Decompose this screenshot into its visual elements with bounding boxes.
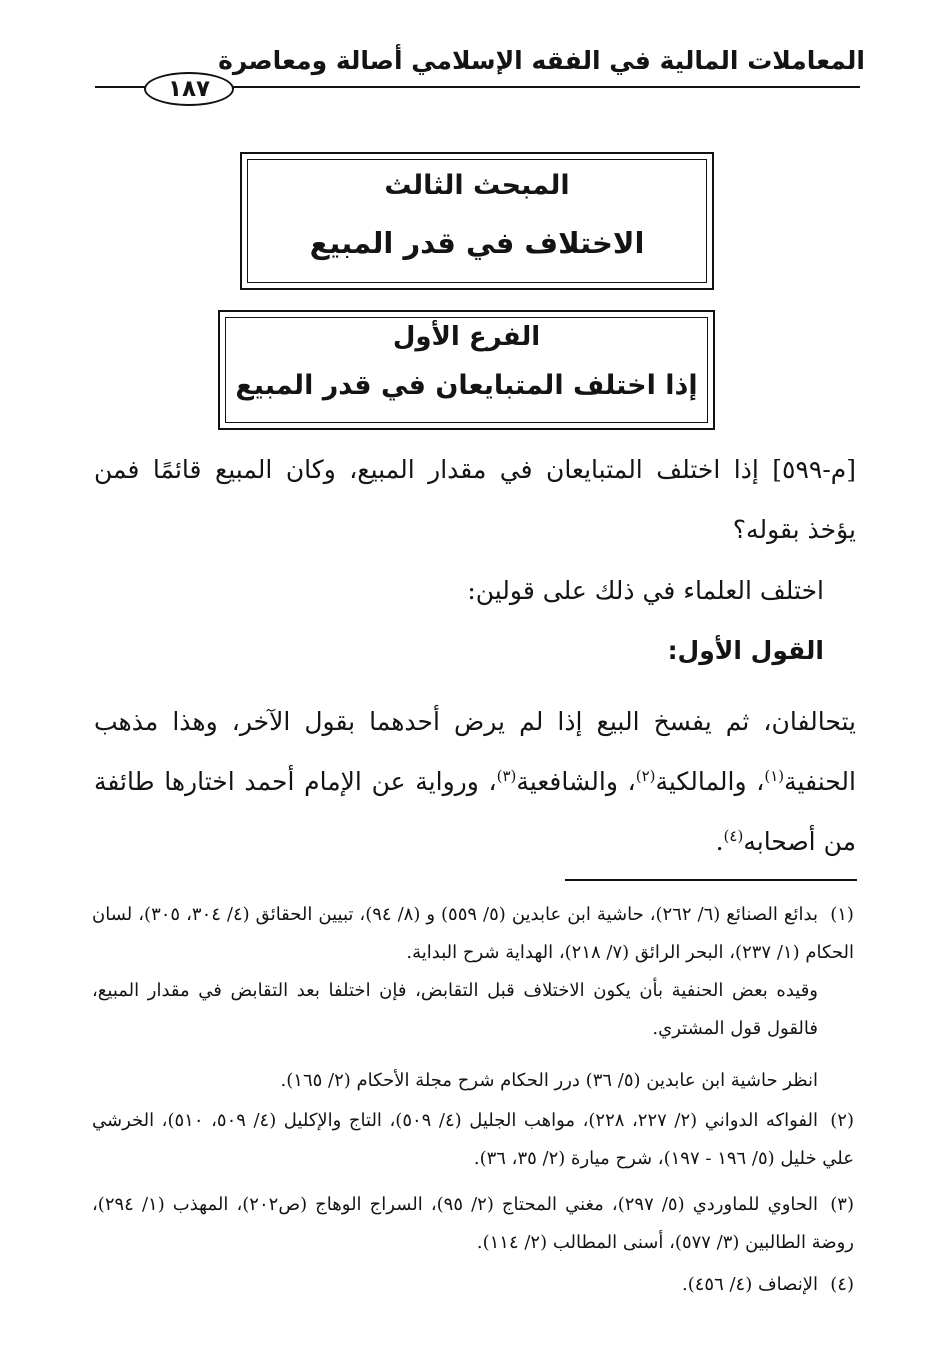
section-frame [240,152,714,290]
footnote-number: (٢) [830,1110,854,1131]
footnote-3 [92,1186,854,1262]
section-title: المبحث الثالث [384,170,570,201]
footnote-1-note: وقيده بعض الحنفية بأن يكون الاختلاف قبل التقابض، فإن اختلفا بعد التقابض في مقدار المبيع، فالقول قول المشتري. [92,980,818,1039]
footnote-marker-3[interactable]: (٣) [496,767,517,785]
footnote-separator [565,879,857,881]
opinion-text-5: . [715,827,724,856]
section-subtitle: الاختلاف في قدر المبيع [309,226,645,260]
footnote-text: الحاوي للماوردي (٥/ ٢٩٧)، مغني المحتاج (٢/ ٩٥)، السراج الوهاج (ص٢٠٢)، المهذب (١/ ٢٩٤)، روضة الطالبين (٣/ ٥٧٧)، أسنى المطالب (٢/ ١١٤). [92,1194,854,1253]
intro-line: اختلف العلماء في ذلك على قولين: [467,576,824,605]
opinion-text-4: ، ورواية عن الإمام أحمد اختارها طائفة من أصحابه [94,767,856,856]
first-opinion-heading: القول الأول: [667,636,824,665]
footnote-marker-2[interactable]: (٢) [635,767,656,785]
question-paragraph: [م-٥٩٩] إذا اختلف المتبايعان في مقدار المبيع، وكان المبيع قائمًا فمن يؤخذ بقوله؟ [94,455,856,544]
first-opinion-paragraph [94,692,856,872]
opinion-text-1: يتحالفان، ثم يفسخ البيع إذا لم يرض أحدهما بقول الآخر، وهذا مذهب الحنفية [94,707,856,796]
footnote-text: الفواكه الدواني (٢/ ٢٢٧، ٢٢٨)، مواهب الجليل (٤/ ٥٠٩)، التاج والإكليل (٤/ ٥٠٩، ٥١٠)، الخرشي علي خليل (٥/ ١٩٦ - ١٩٧)، شرح ميارة (٢/ ٣٥، ٣٦). [92,1110,854,1169]
running-title: المعاملات المالية في الفقه الإسلامي أصالة ومعاصرة [218,46,865,75]
subsection-subtitle: إذا اختلف المتبايعان في قدر المبيع [235,370,698,401]
footnote-4 [92,1266,854,1304]
footnote-number: (٣) [830,1194,854,1215]
footnote-number: (١) [830,904,854,925]
footnote-2 [92,1102,854,1178]
footnote-1 [92,896,854,972]
subsection-frame [218,310,715,430]
footnote-text: الإنصاف (٤/ ٤٥٦). [681,1274,818,1295]
footnote-1-reference: انظر حاشية ابن عابدين (٥/ ٣٦) درر الحكام شرح مجلة الأحكام (٢/ ١٦٥). [280,1070,818,1091]
subsection-title: الفرع الأول [392,322,541,352]
page-number: ١٨٧ [144,72,234,106]
footnote-marker-4[interactable]: (٤) [723,827,744,845]
footnote-marker-1[interactable]: (١) [764,767,785,785]
footnote-number: (٤) [830,1274,854,1295]
opinion-text-2: ، والمالكية [655,767,765,796]
opinion-text-3: ، والشافعية [516,767,636,796]
footnote-text: بدائع الصنائع (٦/ ٢٦٢)، حاشية ابن عابدين (٥/ ٥٥٩) و (٨/ ٩٤)، تبيين الحقائق (٤/ ٣٠٤، ٣٠٥)، لسان الحكام (١/ ٢٣٧)، البحر الرائق (٧/ ٢١٨)، الهداية شرح البداية. [92,904,854,963]
